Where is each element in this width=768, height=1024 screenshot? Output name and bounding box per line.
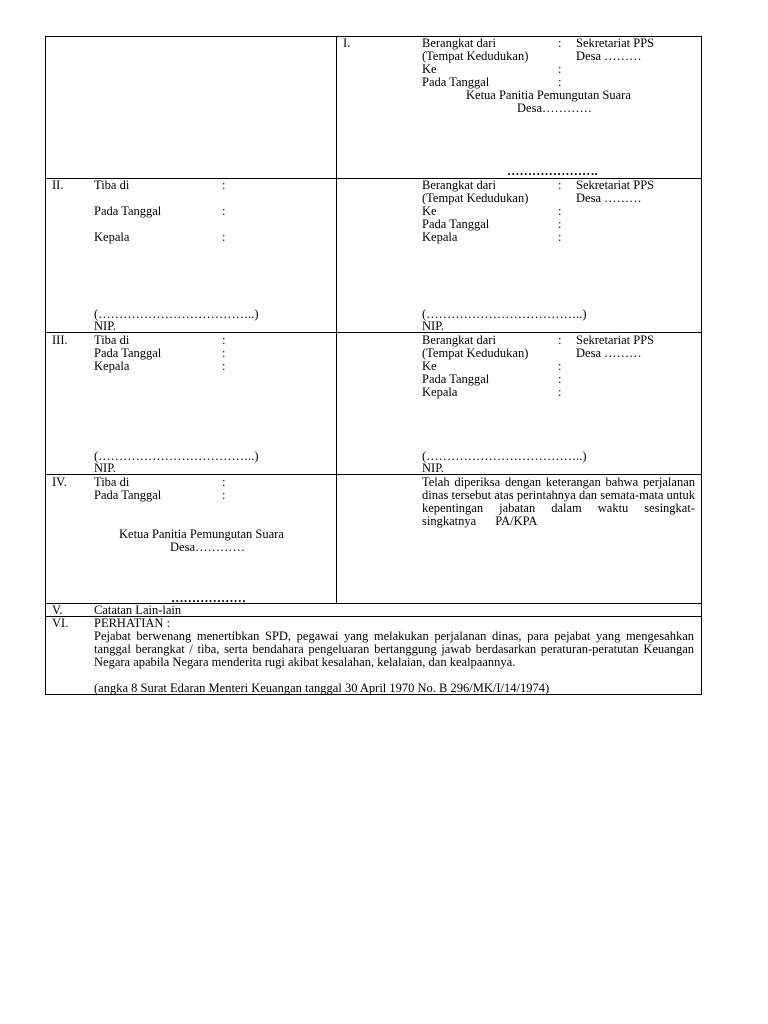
kepala-label: Kepala (422, 230, 458, 244)
tempat-label: (Tempat Kedudukan) (422, 191, 529, 205)
signature-line: …………………. (507, 164, 598, 178)
tiba-label: Tiba di (94, 475, 130, 489)
colon: : (558, 36, 562, 50)
colon: : (558, 62, 562, 76)
colon: : (558, 217, 562, 231)
tanggal-label: Pada Tanggal (422, 372, 490, 386)
colon: : (222, 204, 226, 218)
colon: : (222, 475, 226, 489)
ketua-title: Ketua Panitia Pemungutan Suara (119, 527, 284, 541)
colon: : (222, 333, 226, 347)
colon: : (558, 230, 562, 244)
nip-label: NIP. (94, 461, 116, 475)
nip-label: NIP. (94, 319, 116, 333)
ke-label: Ke (422, 359, 437, 373)
colon: : (558, 372, 562, 386)
statement-text: Telah diperiksa dengan keterangan bahwa perjalanan dinas tersebut atas perintahnya dan semata-mata untuk kepentingan jabatan dalam waktu sesingkat-singkatnya (422, 475, 695, 528)
berangkat-value: Sekretariat PPS (576, 333, 655, 347)
nip-label: NIP. (422, 319, 444, 333)
ketua-title: Ketua Panitia Pemungutan Suara (466, 88, 631, 102)
berangkat-value: Sekretariat PPS (576, 178, 655, 192)
colon: : (558, 75, 562, 89)
tanggal-label: Pada Tanggal (94, 204, 162, 218)
section-number: I. (343, 36, 351, 50)
colon: : (558, 204, 562, 218)
perhatian-title: PERHATIAN : (94, 616, 171, 630)
section-number: V. (52, 603, 63, 617)
column-divider (336, 36, 337, 604)
signature-line: ……………… (171, 591, 246, 605)
section-number: VI. (52, 616, 69, 630)
colon: : (222, 488, 226, 502)
tanggal-label: Pada Tanggal (94, 346, 162, 360)
colon: : (558, 333, 562, 347)
section-number: II. (52, 178, 64, 192)
signature-line: (………………………………..) (422, 307, 587, 321)
tanggal-label: Pada Tanggal (94, 488, 162, 502)
ke-label: Ke (422, 204, 437, 218)
berangkat-label: Berangkat dari (422, 36, 496, 50)
kepala-label: Kepala (94, 230, 130, 244)
desa-value: Desa ……… (576, 49, 642, 63)
tiba-label: Tiba di (94, 333, 130, 347)
tiba-label: Tiba di (94, 178, 130, 192)
section-number: III. (52, 333, 68, 347)
ketua-desa: Desa………… (170, 540, 245, 554)
perhatian-paragraph: Pejabat berwenang menertibkan SPD, pegawai yang melakukan perjalanan dinas, para pejabat yang mengesahkan tanggal berangkat / tiba, serta bendahara pengeluaran bertanggung jawab berdasarkan peraturan-peratutan Keuangan Negara apabila Negara menderita rugi akibat kesalahan, kelalaian, dan kealpaannya. (94, 629, 694, 669)
section-number: IV. (52, 475, 67, 489)
kepala-label: Kepala (94, 359, 130, 373)
tanggal-label: Pada Tanggal (422, 217, 490, 231)
catatan-label: Catatan Lain-lain (94, 603, 182, 617)
colon: : (558, 178, 562, 192)
desa-value: Desa ……… (576, 191, 642, 205)
colon: : (222, 178, 226, 192)
border-left (45, 36, 46, 695)
pa-kpa-label: PA/KPA (495, 514, 538, 528)
signature-line: (………………………………..) (94, 449, 259, 463)
nip-label: NIP. (422, 461, 444, 475)
colon: : (222, 359, 226, 373)
colon: : (558, 385, 562, 399)
colon: : (222, 346, 226, 360)
desa-value: Desa ……… (576, 346, 642, 360)
colon: : (558, 359, 562, 373)
ke-label: Ke (422, 62, 437, 76)
berangkat-value: Sekretariat PPS (576, 36, 655, 50)
verification-statement (422, 476, 695, 528)
tanggal-label: Pada Tanggal (422, 75, 490, 89)
signature-line: (………………………………..) (94, 307, 259, 321)
tempat-label: (Tempat Kedudukan) (422, 346, 529, 360)
ketua-desa: Desa………… (517, 101, 592, 115)
kepala-label: Kepala (422, 385, 458, 399)
border-right (701, 36, 702, 695)
berangkat-label: Berangkat dari (422, 178, 496, 192)
berangkat-label: Berangkat dari (422, 333, 496, 347)
perhatian-note: (angka 8 Surat Edaran Menteri Keuangan tanggal 30 April 1970 No. B 296/MK/I/14/1974) (94, 681, 550, 695)
colon: : (222, 230, 226, 244)
signature-line: (………………………………..) (422, 449, 587, 463)
tempat-label: (Tempat Kedudukan) (422, 49, 529, 63)
